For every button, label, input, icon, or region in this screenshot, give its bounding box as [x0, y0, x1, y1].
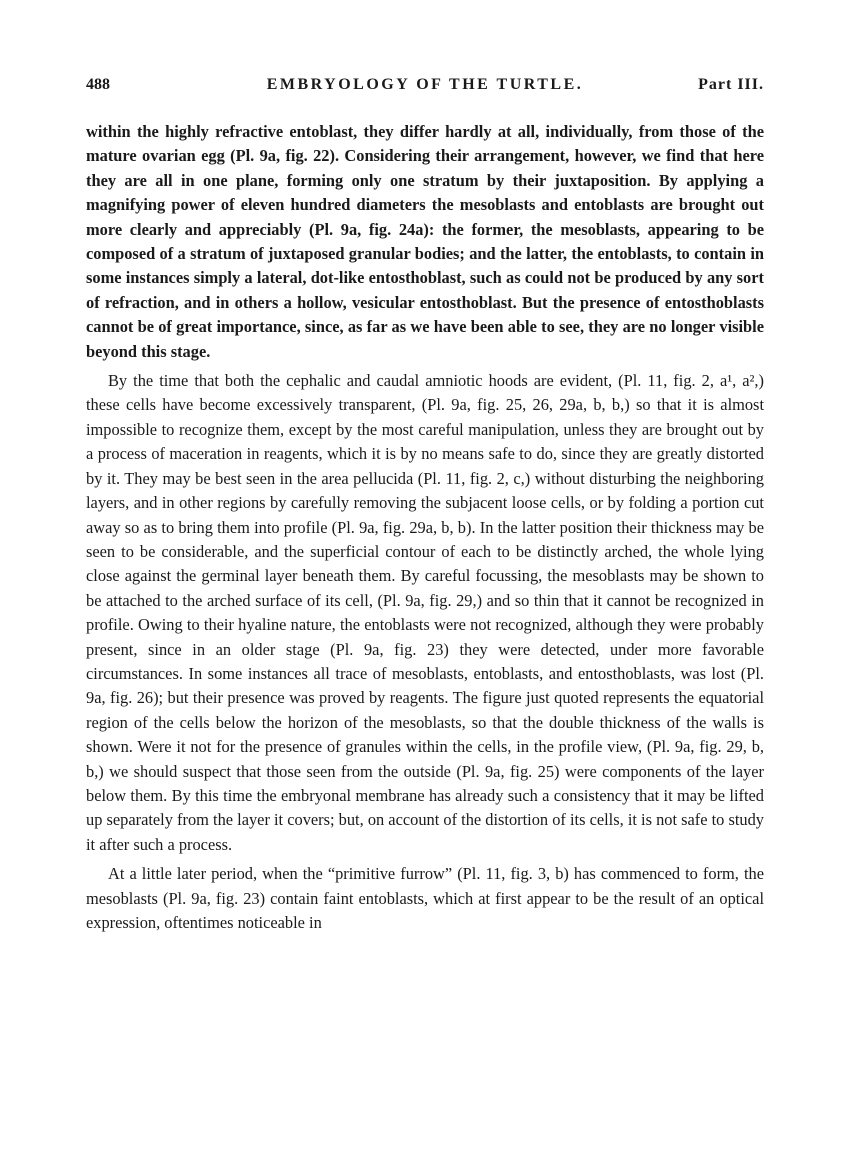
page-number: 488	[86, 76, 110, 93]
paragraph: within the highly refractive entoblast, they differ hardly at all, individually, from those of the mature ovarian egg (Pl. 9a, fig. 22). Considering their arrangement, however, we find that here they are all in one plane, forming only one stratum by their juxtaposition. By applying a magnifying power of eleven hundred diameters the mesoblasts and entoblasts are brought out more clearly and appreciably (Pl. 9a, fig. 24a): the former, the mesoblasts, appearing to be composed of a stratum of juxtaposed granular bodies; and the latter, the entoblasts, to contain in some instances simply a lateral, dot-like entosthoblast, such as could not be produced by any sort of refraction, and in others a hollow, vesicular entosthoblast. But the presence of entosthoblasts cannot be of great importance, since, as far as we have been able to see, they are no longer visible beyond this stage.	[86, 122, 764, 361]
part-label: Part III.	[698, 76, 764, 93]
paragraph: At a little later period, when the “primitive furrow” (Pl. 11, fig. 3, b) has commenced to form, the mesoblasts (Pl. 9a, fig. 23) contain faint entoblasts, which at first appear to be the result of an optical expression, oftentimes noticeable in	[86, 864, 764, 932]
running-header	[86, 76, 764, 102]
running-title: EMBRYOLOGY OF THE TURTLE.	[266, 76, 584, 93]
body-text	[86, 120, 764, 940]
paragraph: By the time that both the cephalic and caudal amniotic hoods are evident, (Pl. 11, fig. 2, a¹, a²,) these cells have become excessively transparent, (Pl. 9a, fig. 25, 26, 29a, b, b,) so that it is almost impossible to recognize them, except by the most careful manipulation, unless they are brought out by a process of maceration in reagents, which it is by no means safe to do, since they are greatly distorted by it. They may be best seen in the area pellucida (Pl. 11, fig. 2, c,) without disturbing the neighboring layers, and in other regions by carefully removing the subjacent loose cells, or by folding a portion cut away so as to bring them into profile (Pl. 9a, fig. 29a, b, b). In the latter position their thickness may be seen to be considerable, and the superficial contour of each to be distinctly arched, the whole lying close against the germinal layer beneath them. By careful focussing, the mesoblasts may be shown to be attached to the arched surface of its cell, (Pl. 9a, fig. 29,) and so thin that it cannot be recognized in profile. Owing to their hyaline nature, the entoblasts were not recognized, although they were probably present, since in an older stage (Pl. 9a, fig. 23) they were detected, under more favorable circumstances. In some instances all trace of mesoblasts, entoblasts, and entosthoblasts, was lost (Pl. 9a, fig. 26); but their presence was proved by reagents. The figure just quoted represents the equatorial region of the cells below the horizon of the mesoblasts, so that the double thickness of the walls is shown. Were it not for the presence of granules within the cells, in the profile view, (Pl. 9a, fig. 29, b, b,) we should suspect that those seen from the outside (Pl. 9a, fig. 25) were components of the layer below them. By this time the embryonal membrane has already such a consistency that it may be lifted up separately from the layer it covers; but, on account of the distortion of its cells, it is not safe to study it after such a process.	[86, 371, 764, 854]
